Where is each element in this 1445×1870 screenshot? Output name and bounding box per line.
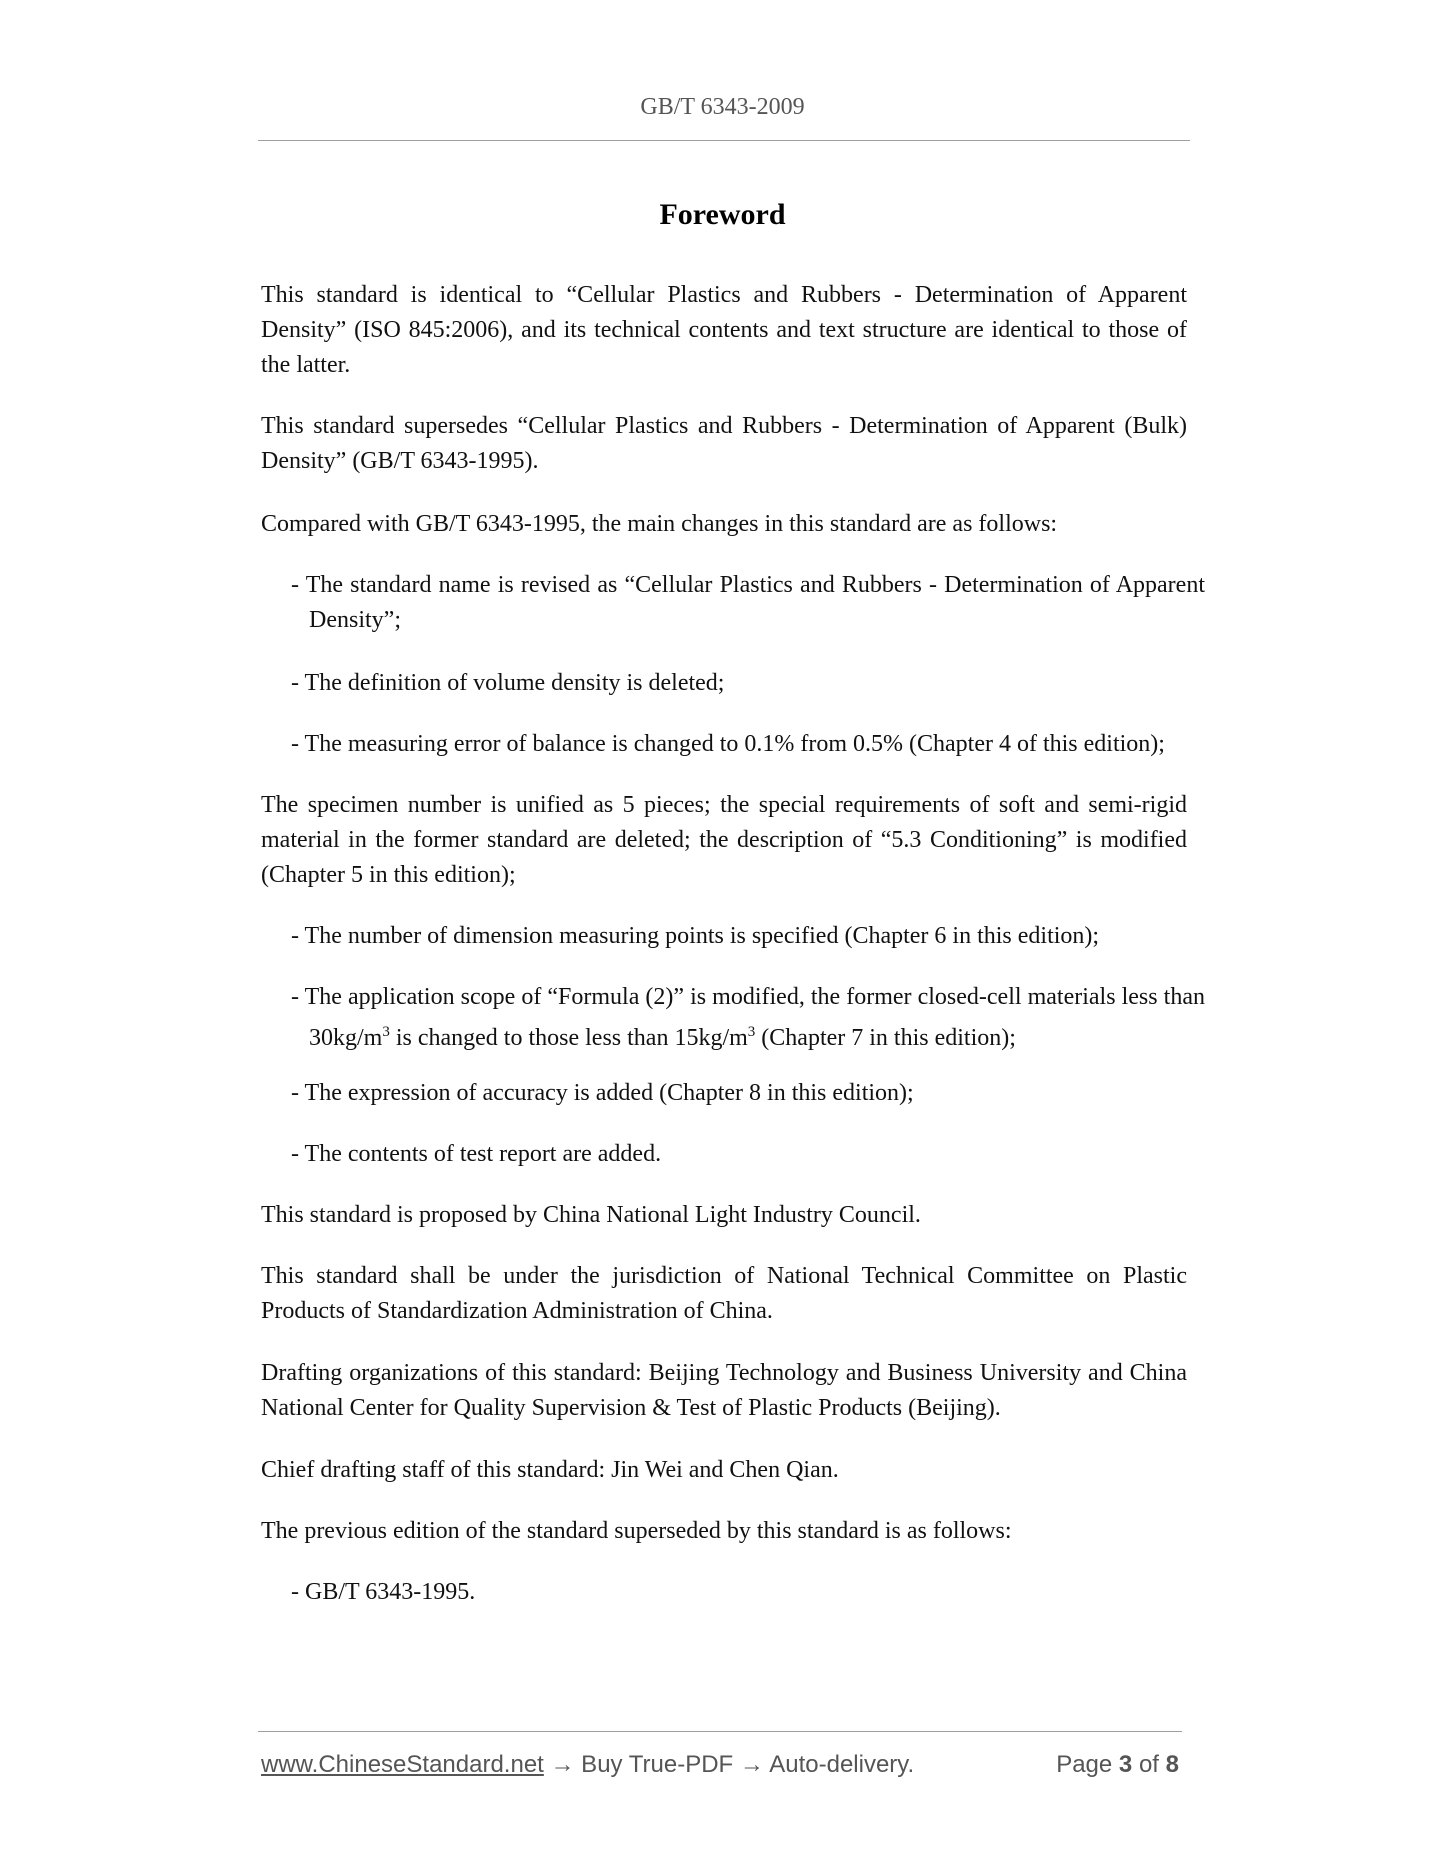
page-indicator	[1056, 1751, 1179, 1779]
list-item-measuring-points: - The number of dimension measuring points is specified (Chapter 6 in this edition);	[291, 923, 1100, 949]
paragraph-drafting-organizations: Drafting organizations of this standard: Beijing Technology and Business University and China National Center for Quality Supervision & Test of Plastic Products (Beijing).	[261, 1360, 1187, 1421]
footer-tagline: → Buy True-PDF → Auto-delivery.	[543, 1751, 915, 1778]
formula-scope-text-c: (Chapter 7 in this edition);	[755, 1025, 1016, 1051]
paragraph-jurisdiction: This standard shall be under the jurisdiction of National Technical Committee on Plastic Products of Standardization Administration of China.	[261, 1263, 1187, 1324]
paragraph-drafting-staff: Chief drafting staff of this standard: Jin Wei and Chen Qian.	[261, 1457, 839, 1483]
paragraph-identical-iso: This standard is identical to “Cellular Plastics and Rubbers - Determination of Apparent Density” (ISO 845:2006), and its technical contents and text structure are identical to those of the latter.	[261, 282, 1187, 378]
list-item-previous-edition: - GB/T 6343-1995.	[291, 1579, 476, 1605]
page-current: 3	[1118, 1751, 1133, 1778]
website-link[interactable]: www.ChineseStandard.net	[261, 1751, 544, 1778]
page-label: Page	[1056, 1751, 1113, 1778]
list-item-accuracy-added: - The expression of accuracy is added (Chapter 8 in this edition);	[291, 1080, 914, 1106]
paragraph-proposed-by: This standard is proposed by China National Light Industry Council.	[261, 1202, 921, 1228]
footer-divider	[258, 1731, 1182, 1732]
list-item-name-revised: - The standard name is revised as “Cellular Plastics and Rubbers - Determination of Apparent Density”;	[291, 572, 1205, 633]
page-title: Foreword	[659, 198, 786, 231]
page-total: 8	[1165, 1751, 1179, 1778]
footer-promo	[261, 1751, 914, 1779]
formula-scope-text-b: is changed to those less than 15kg/m	[389, 1025, 748, 1051]
superscript-3: 3	[747, 1024, 756, 1040]
list-item-balance-error: - The measuring error of balance is changed to 0.1% from 0.5% (Chapter 4 of this edition);	[291, 731, 1165, 757]
document-header: GB/T 6343-2009	[640, 94, 805, 120]
list-item-test-report: - The contents of test report are added.	[291, 1141, 662, 1167]
formula-scope-text-a: - The application scope of “Formula (2)” is modified, the former closed-cell materials less than 30kg/m	[291, 984, 1205, 1051]
header-divider	[258, 140, 1190, 141]
page-footer	[261, 1751, 1179, 1787]
list-item-definition-deleted: - The definition of volume density is deleted;	[291, 670, 725, 696]
page-of-label: of	[1138, 1751, 1159, 1778]
paragraph-specimen-number: The specimen number is unified as 5 pieces; the special requirements of soft and semi-rigid material in the former standard are deleted; the description of “5.3 Conditioning” is modified (Chapter 5 in this edition);	[261, 792, 1187, 888]
list-item-formula-scope	[291, 980, 1205, 1056]
paragraph-supersedes: This standard supersedes “Cellular Plastics and Rubbers - Determination of Apparent (Bulk) Density” (GB/T 6343-1995).	[261, 413, 1187, 474]
paragraph-main-changes: Compared with GB/T 6343-1995, the main changes in this standard are as follows:	[261, 511, 1058, 537]
paragraph-previous-edition: The previous edition of the standard superseded by this standard is as follows:	[261, 1518, 1012, 1544]
superscript-3: 3	[382, 1024, 390, 1040]
